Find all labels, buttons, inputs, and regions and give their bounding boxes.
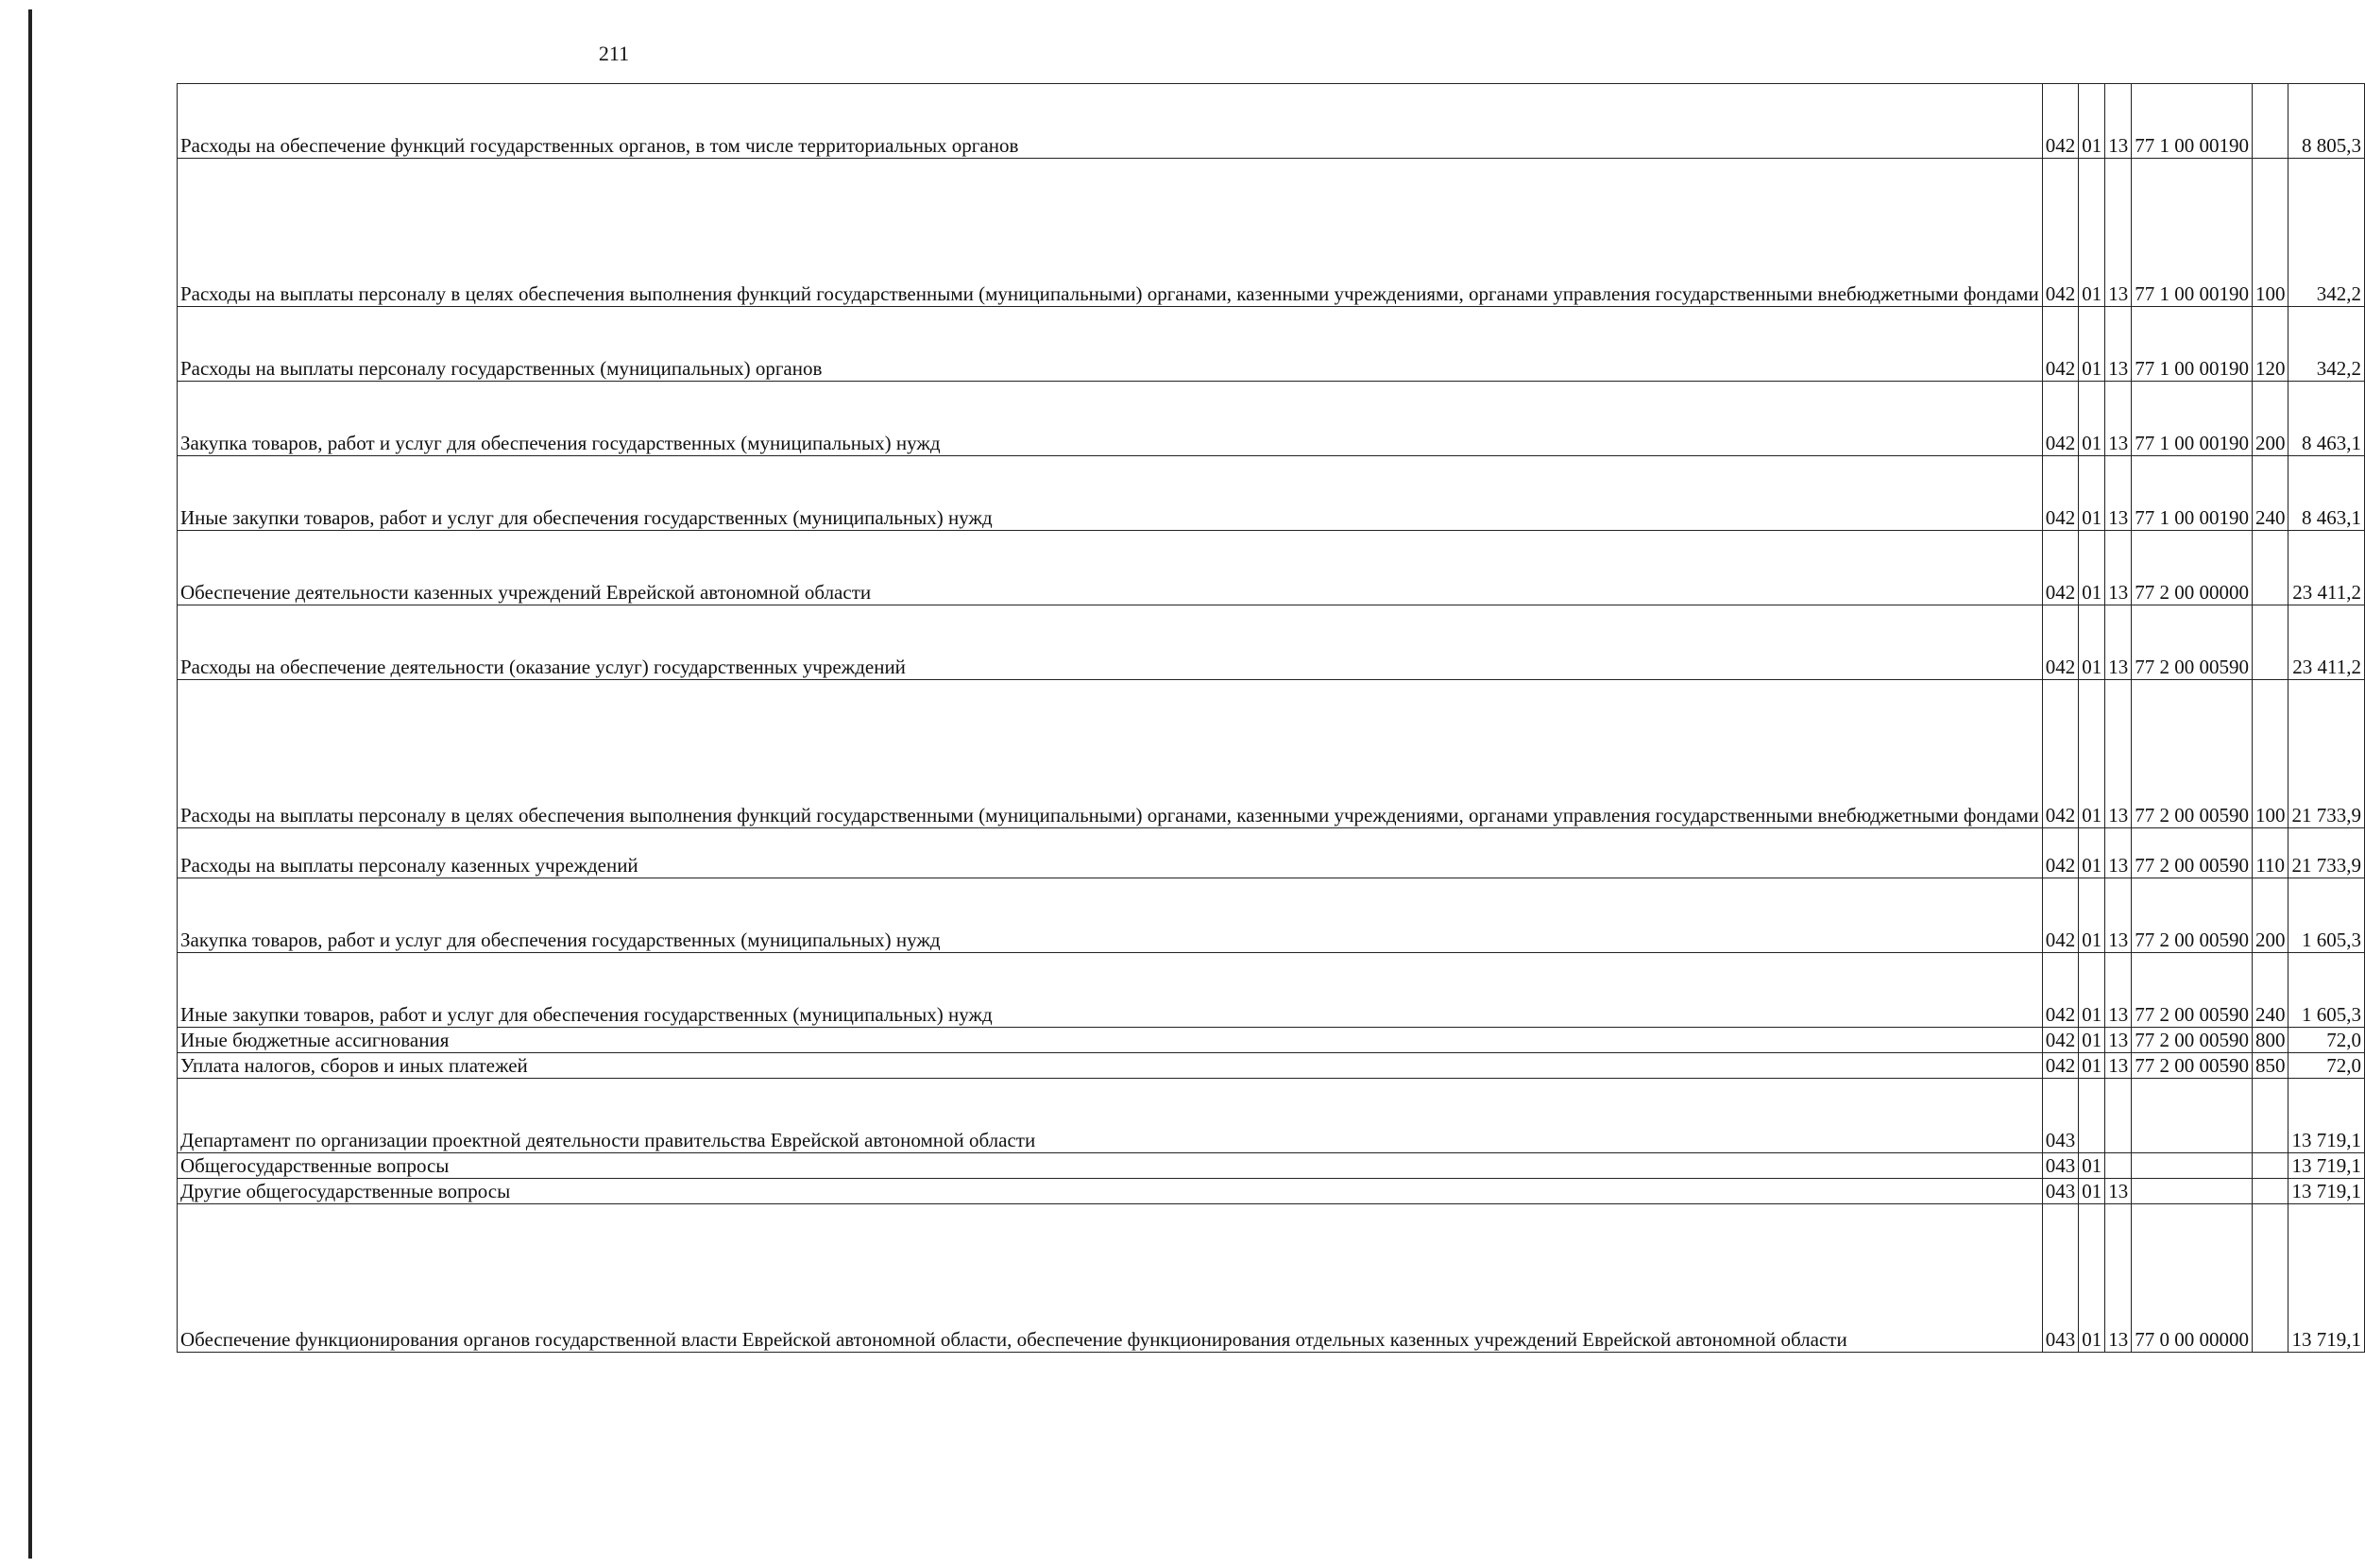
ved-code: 042 (2042, 382, 2079, 456)
expense-type-code: 100 (2252, 680, 2288, 828)
ved-code: 042 (2042, 1053, 2079, 1079)
target-article-code (2132, 1153, 2253, 1179)
table-row (178, 382, 2365, 456)
table-row (178, 159, 2365, 307)
expense-type-code (2252, 605, 2288, 680)
expense-type-code: 240 (2252, 456, 2288, 531)
target-article-code: 77 1 00 00190 (2132, 456, 2253, 531)
expense-type-code (2252, 1204, 2288, 1353)
amount: 13 719,1 (2288, 1179, 2365, 1204)
amount: 23 411,2 (2288, 605, 2365, 680)
section-code: 01 (2079, 878, 2105, 953)
row-name: Обеспечение деятельности казенных учреждений Еврейской автономной области (178, 531, 2043, 605)
ved-code: 043 (2042, 1153, 2079, 1179)
ved-code: 043 (2042, 1179, 2079, 1204)
amount: 21 733,9 (2288, 828, 2365, 878)
page-number: 211 (598, 42, 630, 65)
ved-code: 043 (2042, 1204, 2079, 1353)
table-row (178, 1204, 2365, 1353)
target-article-code (2132, 1179, 2253, 1204)
row-name: Уплата налогов, сборов и иных платежей (178, 1053, 2043, 1079)
row-name: Расходы на обеспечение деятельности (оказание услуг) государственных учреждений (178, 605, 2043, 680)
expense-type-code (2252, 84, 2288, 159)
amount: 342,2 (2288, 159, 2365, 307)
expense-type-code (2252, 531, 2288, 605)
section-code: 01 (2079, 1053, 2105, 1079)
row-name: Иные закупки товаров, работ и услуг для обеспечения государственных (муниципальных) нужд (178, 456, 2043, 531)
ved-code: 042 (2042, 307, 2079, 382)
section-code: 01 (2079, 680, 2105, 828)
target-article-code: 77 2 00 00590 (2132, 1053, 2253, 1079)
subsection-code: 13 (2105, 531, 2132, 605)
row-name: Департамент по организации проектной деятельности правительства Еврейской автономной области (178, 1079, 2043, 1153)
section-code: 01 (2079, 1179, 2105, 1204)
table-row (178, 1053, 2365, 1079)
row-name: Закупка товаров, работ и услуг для обеспечения государственных (муниципальных) нужд (178, 878, 2043, 953)
target-article-code: 77 2 00 00590 (2132, 680, 2253, 828)
row-name: Иные закупки товаров, работ и услуг для обеспечения государственных (муниципальных) нужд (178, 953, 2043, 1028)
ved-code: 042 (2042, 159, 2079, 307)
target-article-code: 77 1 00 00190 (2132, 84, 2253, 159)
subsection-code: 13 (2105, 1204, 2132, 1353)
target-article-code: 77 2 00 00590 (2132, 1028, 2253, 1053)
amount: 1 605,3 (2288, 878, 2365, 953)
table-row (178, 307, 2365, 382)
table-row (178, 828, 2365, 878)
row-name: Расходы на выплаты персоналу в целях обеспечения выполнения функций государственными (муниципальными) органами, казенными учреждениями, органами управления государственными внебюджетными фондами (178, 159, 2043, 307)
subsection-code: 13 (2105, 382, 2132, 456)
row-name: Общегосударственные вопросы (178, 1153, 2043, 1179)
target-article-code: 77 2 00 00590 (2132, 605, 2253, 680)
ved-code: 042 (2042, 1028, 2079, 1053)
expense-type-code: 110 (2252, 828, 2288, 878)
ved-code: 042 (2042, 878, 2079, 953)
subsection-code: 13 (2105, 456, 2132, 531)
expense-type-code: 800 (2252, 1028, 2288, 1053)
section-code: 01 (2079, 828, 2105, 878)
table-row (178, 1028, 2365, 1053)
target-article-code (2132, 1079, 2253, 1153)
table-row (178, 680, 2365, 828)
expense-type-code: 120 (2252, 307, 2288, 382)
amount: 13 719,1 (2288, 1079, 2365, 1153)
row-name: Расходы на выплаты персоналу государственных (муниципальных) органов (178, 307, 2043, 382)
row-name: Другие общегосударственные вопросы (178, 1179, 2043, 1204)
expense-type-code (2252, 1153, 2288, 1179)
table-row (178, 1179, 2365, 1204)
subsection-code (2105, 1153, 2132, 1179)
target-article-code: 77 1 00 00190 (2132, 159, 2253, 307)
section-code: 01 (2079, 456, 2105, 531)
subsection-code (2105, 1079, 2132, 1153)
section-code: 01 (2079, 605, 2105, 680)
subsection-code: 13 (2105, 1053, 2132, 1079)
target-article-code: 77 2 00 00000 (2132, 531, 2253, 605)
ved-code: 042 (2042, 605, 2079, 680)
ved-code: 042 (2042, 84, 2079, 159)
subsection-code: 13 (2105, 159, 2132, 307)
amount: 72,0 (2288, 1053, 2365, 1079)
row-name: Закупка товаров, работ и услуг для обеспечения государственных (муниципальных) нужд (178, 382, 2043, 456)
subsection-code: 13 (2105, 1028, 2132, 1053)
section-code: 01 (2079, 382, 2105, 456)
ved-code: 042 (2042, 953, 2079, 1028)
expense-type-code (2252, 1179, 2288, 1204)
table-row (178, 84, 2365, 159)
table-row (178, 1153, 2365, 1179)
amount: 342,2 (2288, 307, 2365, 382)
expense-type-code: 200 (2252, 382, 2288, 456)
target-article-code: 77 0 00 00000 (2132, 1204, 2253, 1353)
amount: 23 411,2 (2288, 531, 2365, 605)
target-article-code: 77 1 00 00190 (2132, 307, 2253, 382)
expense-type-code: 200 (2252, 878, 2288, 953)
expense-type-code: 100 (2252, 159, 2288, 307)
amount: 13 719,1 (2288, 1153, 2365, 1179)
subsection-code: 13 (2105, 1179, 2132, 1204)
subsection-code: 13 (2105, 680, 2132, 828)
row-name: Расходы на обеспечение функций государственных органов, в том числе территориальных органов (178, 84, 2043, 159)
row-name: Расходы на выплаты персоналу в целях обеспечения выполнения функций государственными (муниципальными) органами, казенными учреждениями, органами управления государственными внебюджетными фондами (178, 680, 2043, 828)
section-code (2079, 1079, 2105, 1153)
row-name: Иные бюджетные ассигнования (178, 1028, 2043, 1053)
table-row (178, 531, 2365, 605)
section-code: 01 (2079, 953, 2105, 1028)
ved-code: 042 (2042, 456, 2079, 531)
amount: 8 463,1 (2288, 456, 2365, 531)
ved-code: 043 (2042, 1079, 2079, 1153)
table-row (178, 953, 2365, 1028)
subsection-code: 13 (2105, 307, 2132, 382)
section-code: 01 (2079, 531, 2105, 605)
target-article-code: 77 2 00 00590 (2132, 953, 2253, 1028)
section-code: 01 (2079, 1204, 2105, 1353)
section-code: 01 (2079, 1028, 2105, 1053)
subsection-code: 13 (2105, 605, 2132, 680)
budget-table (177, 83, 2365, 1353)
target-article-code: 77 1 00 00190 (2132, 382, 2253, 456)
subsection-code: 13 (2105, 828, 2132, 878)
table-row (178, 605, 2365, 680)
amount: 8 463,1 (2288, 382, 2365, 456)
ved-code: 042 (2042, 531, 2079, 605)
amount: 1 605,3 (2288, 953, 2365, 1028)
subsection-code: 13 (2105, 84, 2132, 159)
subsection-code: 13 (2105, 953, 2132, 1028)
ved-code: 042 (2042, 680, 2079, 828)
table-row (178, 1079, 2365, 1153)
row-name: Расходы на выплаты персоналу казенных учреждений (178, 828, 2043, 878)
table-row (178, 878, 2365, 953)
row-name: Обеспечение функционирования органов государственной власти Еврейской автономной области, обеспечение функционирования отдельных казенных учреждений Еврейской автономной области (178, 1204, 2043, 1353)
expense-type-code (2252, 1079, 2288, 1153)
subsection-code: 13 (2105, 878, 2132, 953)
section-code: 01 (2079, 84, 2105, 159)
section-code: 01 (2079, 307, 2105, 382)
expense-type-code: 240 (2252, 953, 2288, 1028)
section-code: 01 (2079, 1153, 2105, 1179)
amount: 13 719,1 (2288, 1204, 2365, 1353)
amount: 8 805,3 (2288, 84, 2365, 159)
expense-type-code: 850 (2252, 1053, 2288, 1079)
binding-edge-line (28, 9, 32, 1559)
table-row (178, 456, 2365, 531)
amount: 72,0 (2288, 1028, 2365, 1053)
target-article-code: 77 2 00 00590 (2132, 828, 2253, 878)
target-article-code: 77 2 00 00590 (2132, 878, 2253, 953)
ved-code: 042 (2042, 828, 2079, 878)
amount: 21 733,9 (2288, 680, 2365, 828)
section-code: 01 (2079, 159, 2105, 307)
